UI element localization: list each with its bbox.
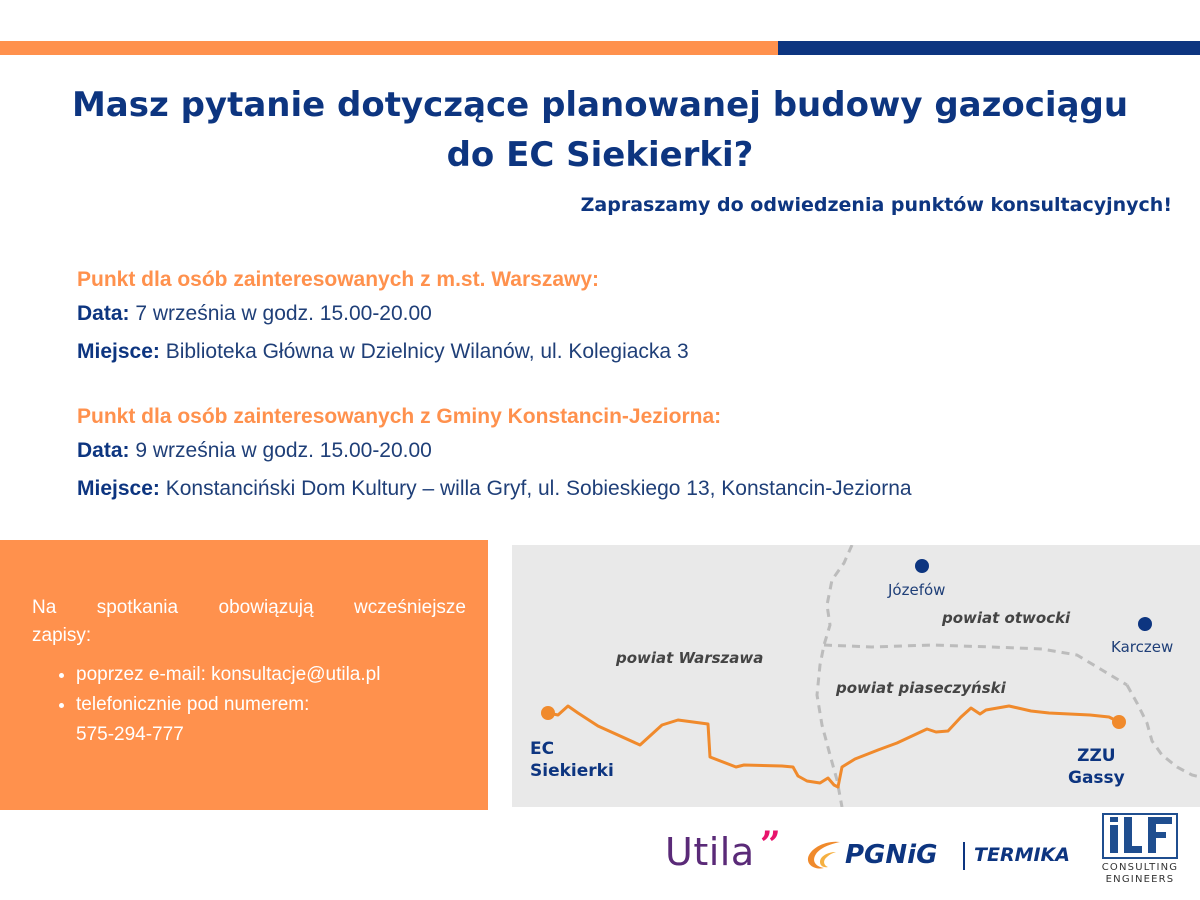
- district-borders: [817, 545, 1200, 807]
- registration-email-text: poprzez e-mail: konsultacje@utila.pl: [76, 664, 381, 685]
- page-title: [0, 80, 1200, 180]
- date-label: Data:: [77, 302, 130, 325]
- registration-phone-text: telefonicznie pod numerem:: [76, 694, 310, 715]
- date-value: 7 września w godz. 15.00-20.00: [129, 302, 432, 325]
- place-label: Miejsce:: [77, 477, 160, 500]
- district-label-otwock: powiat otwocki: [942, 609, 1071, 627]
- point-date: [77, 432, 912, 470]
- ilf-logo-text: [1096, 862, 1184, 886]
- partner-logos: [0, 810, 1200, 900]
- end-label-line-2: Gassy: [1068, 768, 1125, 788]
- pgnig-logo: PGNiG: [845, 840, 938, 870]
- start-label: [530, 738, 614, 782]
- registration-phone: [76, 690, 380, 750]
- ilf-logo-icon: [1102, 813, 1178, 859]
- top-navy-bar: [778, 41, 1200, 55]
- logo-separator: [963, 842, 965, 870]
- date-label: Data:: [77, 439, 130, 462]
- end-label: [1068, 745, 1125, 789]
- page-subtitle: Zapraszamy do odwiedzenia punktów konsultacyjnych!: [580, 194, 1172, 216]
- jozefow-dot: [915, 559, 929, 573]
- top-orange-bar: [0, 41, 778, 55]
- registration-intro: Na spotkania obowiązują wcześniejsze: [32, 597, 466, 618]
- date-value: 9 września w godz. 15.00-20.00: [129, 439, 432, 462]
- city-label-jozefow: Józefów: [888, 581, 946, 599]
- title-line-1: Masz pytanie dotyczące planowanej budowy gazociągu: [71, 85, 1129, 125]
- utila-logo-mark: ”: [760, 824, 781, 866]
- point-heading: Punkt dla osób zainteresowanych z Gminy Konstancin-Jeziorna:: [77, 405, 722, 428]
- pgnig-flame-icon: [806, 838, 842, 872]
- title-line-2: do EC Siekierki?: [446, 135, 754, 175]
- end-label-line-1: ZZU: [1077, 746, 1116, 766]
- pipeline-route: [548, 706, 1119, 787]
- registration-email: [76, 660, 380, 690]
- point-place: [77, 470, 912, 508]
- point-heading: Punkt dla osób zainteresowanych z m.st. Warszawy:: [77, 268, 600, 291]
- start-label-line-1: EC: [530, 739, 555, 759]
- karczew-dot: [1138, 617, 1152, 631]
- district-label-warsaw: powiat Warszawa: [616, 649, 764, 667]
- pipeline-map: [512, 545, 1200, 807]
- ilf-line-1: CONSULTING: [1101, 862, 1179, 873]
- end-point-marker: [1112, 715, 1126, 729]
- registration-intro-cont: zapisy:: [32, 625, 92, 646]
- consultation-point-warsaw: [77, 265, 689, 371]
- border-east: [1127, 685, 1200, 777]
- place-value: Konstanciński Dom Kultury – willa Gryf, ul. Sobieskiego 13, Konstancin-Jeziorna: [159, 477, 912, 500]
- termika-logo: TERMIKA: [974, 844, 1070, 866]
- ilf-line-2: ENGINEERS: [1105, 874, 1175, 885]
- city-label-karczew: Karczew: [1111, 638, 1174, 656]
- place-value: Biblioteka Główna w Dzielnicy Wilanów, ul. Kolegiacka 3: [159, 340, 689, 363]
- start-point-marker: [541, 706, 555, 720]
- registration-list: [32, 660, 380, 750]
- border-warsaw-east: [817, 545, 852, 807]
- utila-logo: Utila: [665, 830, 755, 874]
- point-date: [77, 295, 689, 333]
- start-label-line-2: Siekierki: [530, 761, 614, 781]
- registration-box: [0, 540, 488, 810]
- place-label: Miejsce:: [77, 340, 160, 363]
- district-label-piaseczno: powiat piaseczyński: [836, 679, 1006, 697]
- phone-number: 575-294-777: [76, 724, 184, 745]
- consultation-point-konstancin: [77, 402, 912, 508]
- point-place: [77, 333, 689, 371]
